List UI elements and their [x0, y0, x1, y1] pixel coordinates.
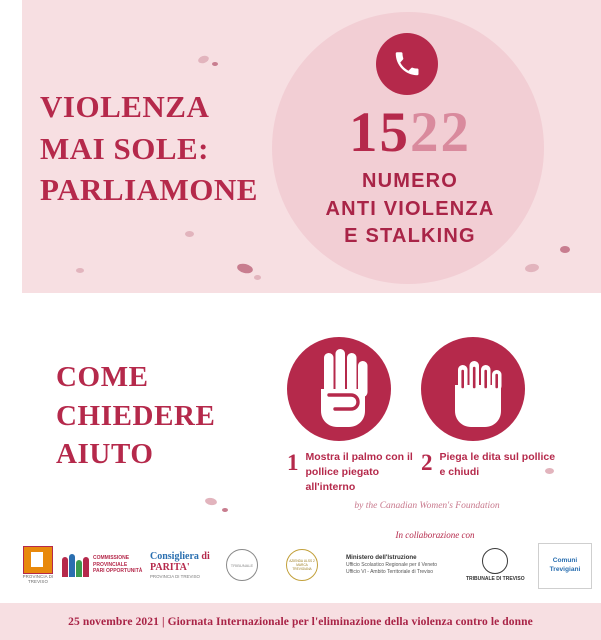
step-2-number: 2: [421, 450, 433, 475]
splatter-blob: [236, 262, 254, 275]
tribunale-seal-icon: [226, 549, 258, 581]
splatter-blob: [560, 246, 570, 253]
hotline-label-line-1: NUMERO: [361, 170, 459, 192]
step-1: [287, 450, 427, 495]
hotline-number-bold: 15: [349, 101, 410, 164]
logo-comuni-line-1: Comuni: [552, 557, 578, 565]
logo-comuni-text: [550, 557, 581, 574]
hotline-number: [320, 101, 500, 164]
logo-ministero-sub-1: Ufficio Scolastico Regionale per il Veneto: [346, 562, 438, 569]
page-title-line-3: PARLIAMONE: [40, 172, 258, 208]
hotline-number-faded: 22: [410, 101, 471, 164]
logo-consigliera-mark: [150, 551, 224, 573]
people-icon: [62, 554, 89, 577]
step-1-number: 1: [287, 450, 299, 475]
footer-text: 25 novembre 2021 | Giornata Internazionale per l'eliminazione della violenza contro le donne: [68, 615, 533, 628]
logo-ministero-title: Ministero dell'Istruzione: [346, 554, 417, 562]
how-title-line-3: AIUTO: [56, 438, 154, 471]
logo-comuni-line-2: Trevigiani: [549, 566, 581, 573]
how-to-band: [0, 293, 601, 525]
logo-tribunale-sorveglianza: [226, 543, 284, 587]
logo-provincia-treviso: [16, 543, 60, 587]
left-white-strip: [0, 0, 22, 293]
step-1-text: Mostra il palmo con il pollice piegato all'interno: [305, 451, 413, 493]
how-title-line-2: CHIEDERE: [56, 399, 216, 432]
logo-provincia-caption: PROVINCIA DI TREVISO: [22, 573, 54, 584]
provincia-emblem-icon: [23, 546, 53, 574]
top-band: [0, 0, 601, 293]
logo-consigliera-mark-a: Consigliera: [150, 551, 199, 562]
hotline-label-line-3: E STALKING: [344, 225, 476, 248]
page-title: [40, 86, 320, 211]
logo-ministero-istruzione: [346, 543, 462, 587]
step-1-circle: [287, 337, 391, 441]
logo-commissione-pari-opportunita: [62, 543, 148, 587]
splatter-blob: [204, 497, 217, 506]
logo-tribunale-di-treviso: [466, 543, 532, 587]
splatter-blob: [76, 268, 84, 273]
collaboration-label: In collaborazione con: [395, 530, 475, 540]
logo-commissione-line-1: COMMISSIONE: [93, 555, 130, 562]
how-title-line-1: COME: [56, 361, 149, 393]
footer-band: [0, 603, 601, 640]
logo-commissione-line-3: PARI OPPORTUNITÀ: [93, 568, 143, 575]
splatter-blob: [212, 62, 218, 66]
step-2-circle: [421, 337, 525, 441]
logo-ministero-sub-2: Ufficio VI - Ambito Territoriale di Treviso: [346, 569, 434, 576]
logo-commissione-text: [93, 555, 142, 575]
page-title-line-2: MAI SOLE:: [40, 130, 209, 166]
logo-tribunale-sorveglianza-caption: TRIBUNALE: [230, 562, 254, 568]
logo-consigliera-caption: PROVINCIA DI TREVISO: [150, 574, 200, 579]
logo-ulss-caption: AZIENDA ULSS 2 MARCA TREVIGIANA: [289, 559, 315, 571]
logo-commissione-line-2: PROVINCIALE: [93, 561, 128, 568]
closed-fist-icon: [421, 337, 525, 441]
splatter-blob: [197, 54, 210, 64]
splatter-blob: [525, 263, 540, 273]
logo-tribunale-caption: TRIBUNALE DI TREVISO: [466, 576, 525, 582]
phone-icon: [376, 33, 438, 95]
tribunale-treviso-seal-icon: [482, 548, 508, 574]
logo-band: [0, 525, 601, 603]
ulss-seal-icon: [286, 549, 318, 581]
how-title: [56, 358, 286, 474]
step-2: [421, 450, 561, 480]
splatter-blob: [222, 508, 228, 512]
credit-text: by the Canadian Women's Foundation: [354, 501, 500, 511]
splatter-blob: [185, 231, 194, 237]
logo-consigliera-mark-b: di PARITA': [150, 551, 210, 573]
splatter-blob: [254, 275, 261, 280]
hotline-label: [300, 168, 520, 251]
hotline-label-line-2: ANTI VIOLENZA: [325, 197, 495, 220]
step-2-text: Piega le dita sul pollice e chiudi: [439, 451, 556, 478]
logo-consigliera-di-parita: [150, 543, 224, 587]
open-palm-icon: [287, 337, 391, 441]
page-title-line-1: VIOLENZA: [40, 89, 210, 124]
logo-azienda-ulss: [286, 543, 342, 587]
logo-comuni-trevigiani: [538, 543, 592, 589]
